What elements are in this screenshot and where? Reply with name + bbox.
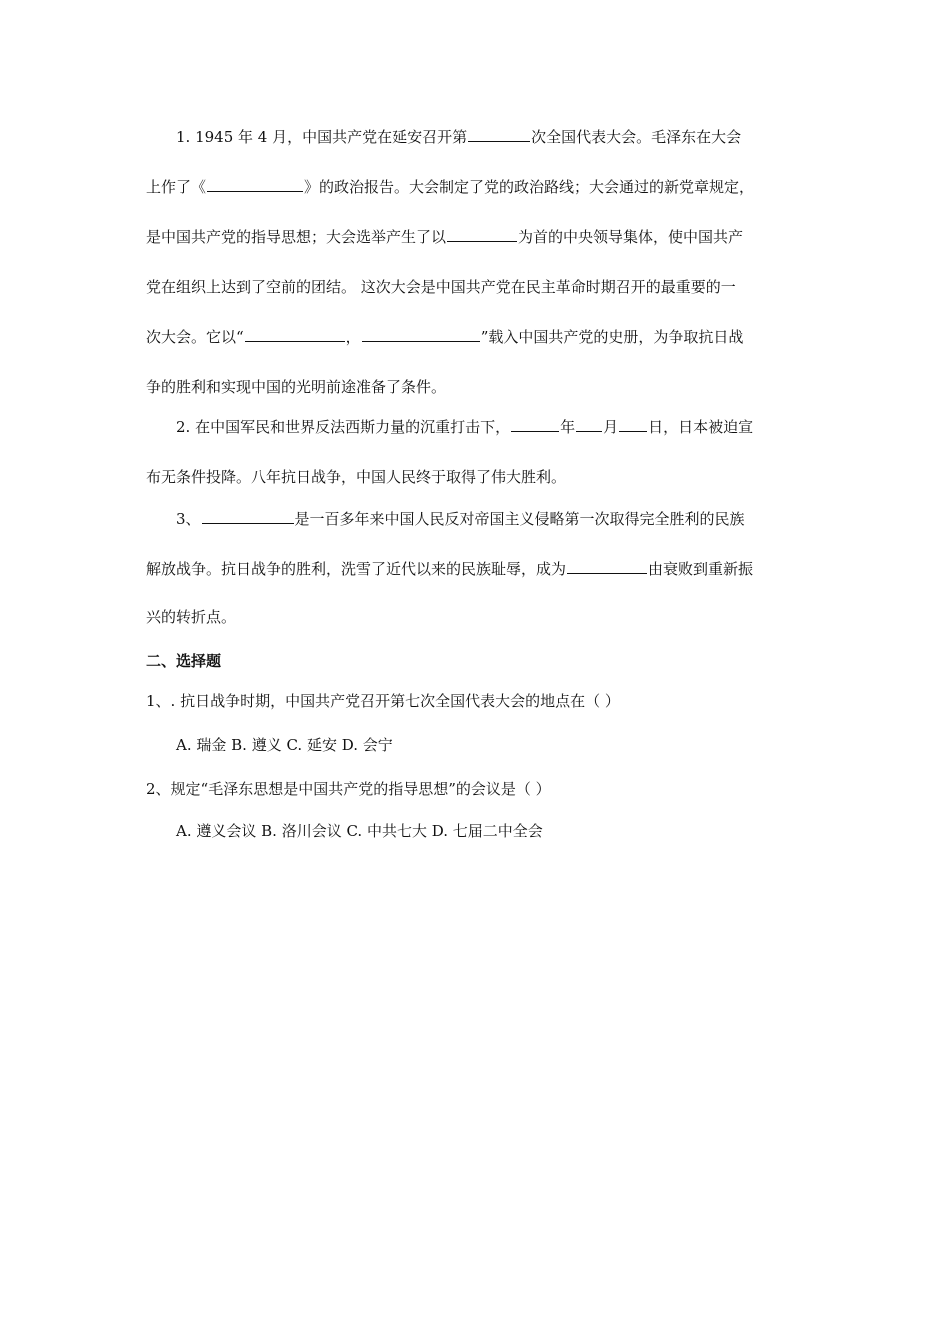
answer-blank[interactable] xyxy=(511,416,559,432)
answer-blank[interactable] xyxy=(468,126,530,142)
mc2-options: A. 遵义会议 B. 洛川会议 C. 中共七大 D. 七届二中全会 xyxy=(176,822,543,840)
q2-text: 年 xyxy=(560,418,576,436)
q3-line-3: 兴的转折点。 xyxy=(146,608,237,626)
q1-text: 为首的中央领导集体，使中国共产 xyxy=(518,228,744,246)
q3-text: 解放战争。抗日战争的胜利，洗雪了近代以来的民族耻辱，成为 xyxy=(146,560,567,578)
q1-text: 1. 1945 年 4 月，中国共产党在延安召开第 xyxy=(176,128,468,146)
q3-line-1 xyxy=(176,508,806,530)
q1-text: ， xyxy=(345,328,361,346)
q1-line-1 xyxy=(176,126,806,148)
answer-blank[interactable] xyxy=(202,508,294,524)
q1-line-2 xyxy=(146,176,806,198)
q1-text: 上作了《 xyxy=(146,178,207,196)
q2-line-2: 布无条件投降。八年抗日战争，中国人民终于取得了伟大胜利。 xyxy=(146,468,567,486)
q3-text: 3、 xyxy=(176,510,201,528)
q1-text: 次大会。它以“ xyxy=(146,328,244,346)
q1-line-6: 争的胜利和实现中国的光明前途准备了条件。 xyxy=(146,378,447,396)
q2-text: 2. 在中国军民和世界反法西斯力量的沉重打击下， xyxy=(176,418,511,436)
answer-blank[interactable] xyxy=(619,416,647,432)
q1-text: 次全国代表大会。毛泽东在大会 xyxy=(531,128,742,146)
q1-line-3 xyxy=(146,226,806,248)
answer-blank[interactable] xyxy=(207,176,303,192)
q3-text: 由衰败到重新振 xyxy=(648,560,754,578)
q1-text: ”载入中国共产党的史册，为争取抗日战 xyxy=(480,328,744,346)
mc1-question: 1、. 抗日战争时期，中国共产党召开第七次全国代表大会的地点在（ ） xyxy=(146,692,620,710)
q1-text: 》的政治报告。大会制定了党的政治路线；大会通过的新党章规定， xyxy=(304,178,755,196)
mc1-options: A. 瑞金 B. 遵义 C. 延安 D. 会宁 xyxy=(176,736,393,754)
q1-text: 是中国共产党的指导思想；大会选举产生了以 xyxy=(146,228,447,246)
q2-text: 日，日本被迫宣 xyxy=(648,418,754,436)
q2-line-1 xyxy=(176,416,806,438)
answer-blank[interactable] xyxy=(245,326,345,342)
q3-text: 是一百多年来中国人民反对帝国主义侵略第一次取得完全胜利的民族 xyxy=(294,510,745,528)
answer-blank[interactable] xyxy=(567,558,647,574)
answer-blank[interactable] xyxy=(447,226,517,242)
answer-blank[interactable] xyxy=(362,326,480,342)
q2-text: 月 xyxy=(603,418,619,436)
q1-line-4: 党在组织上达到了空前的团结。 这次大会是中国共产党在民主革命时期召开的最重要的一 xyxy=(146,278,736,296)
q1-line-5 xyxy=(146,326,806,348)
answer-blank[interactable] xyxy=(576,416,602,432)
mc2-question: 2、规定“毛泽东思想是中国共产党的指导思想”的会议是（ ） xyxy=(146,780,551,798)
section-heading: 二、选择题 xyxy=(146,652,222,670)
q3-line-2 xyxy=(146,558,806,580)
